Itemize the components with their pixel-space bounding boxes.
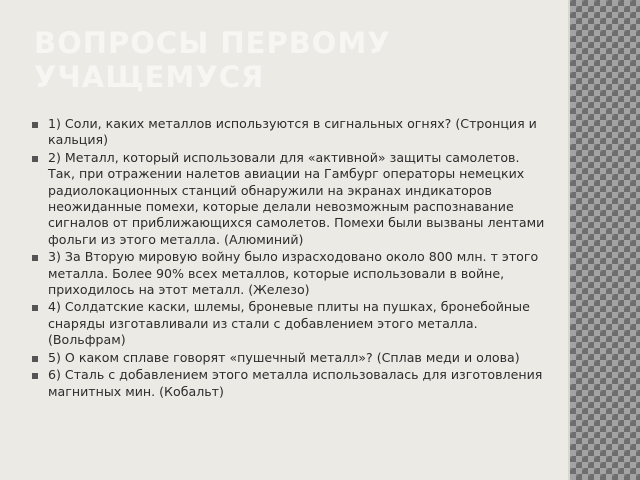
question-item-1	[30, 116, 550, 149]
question-text-3: 3) За Вторую мировую войну было израсходовано около 800 млн. т этого металла. Более 90% всех металлов, которые использовали в войне, приходилось на этот металл. (Железо)	[48, 249, 539, 298]
question-text-6: 6) Сталь с добавлением этого металла использовалась для изготовления магнитных мин. (Кобальт)	[48, 367, 543, 399]
bullet-square-icon	[32, 373, 38, 379]
decorative-side-pattern	[570, 0, 640, 480]
question-text-2: 2) Металл, который использовали для «активной» защиты самолетов. Так, при отражении налетов авиации на Гамбург операторы немецких радиолокационных станций обнаружили на экранах индикаторов неожиданные помехи, которые делали невозможным распознавание сигналов от приближающихся самолетов. Помехи были вызваны лентами фольги из этого металла. (Алюминий)	[48, 149, 545, 247]
question-item-3	[30, 249, 550, 298]
slide-title: ВОПРОСЫ ПЕРВОМУ УЧАЩЕМУСЯ	[34, 26, 391, 94]
question-item-6	[30, 367, 550, 400]
question-text-4: 4) Солдатские каски, шлемы, броневые плиты на пушках, бронебойные снаряды изготавливали из стали с добавлением этого металла. (Вольфрам)	[48, 299, 530, 348]
bullet-square-icon	[32, 156, 38, 162]
question-item-2	[30, 150, 550, 248]
question-item-4	[30, 299, 550, 348]
question-text-5: 5) О каком сплаве говорят «пушечный металл»? (Сплав меди и олова)	[48, 349, 520, 365]
question-text-1: 1) Соли, каких металлов используются в сигнальных огнях? (Стронция и кальция)	[48, 116, 537, 148]
bullet-square-icon	[32, 122, 38, 128]
question-list	[30, 116, 550, 401]
bullet-square-icon	[32, 255, 38, 261]
question-item-5	[30, 350, 550, 366]
bullet-square-icon	[32, 305, 38, 311]
bullet-square-icon	[32, 356, 38, 362]
